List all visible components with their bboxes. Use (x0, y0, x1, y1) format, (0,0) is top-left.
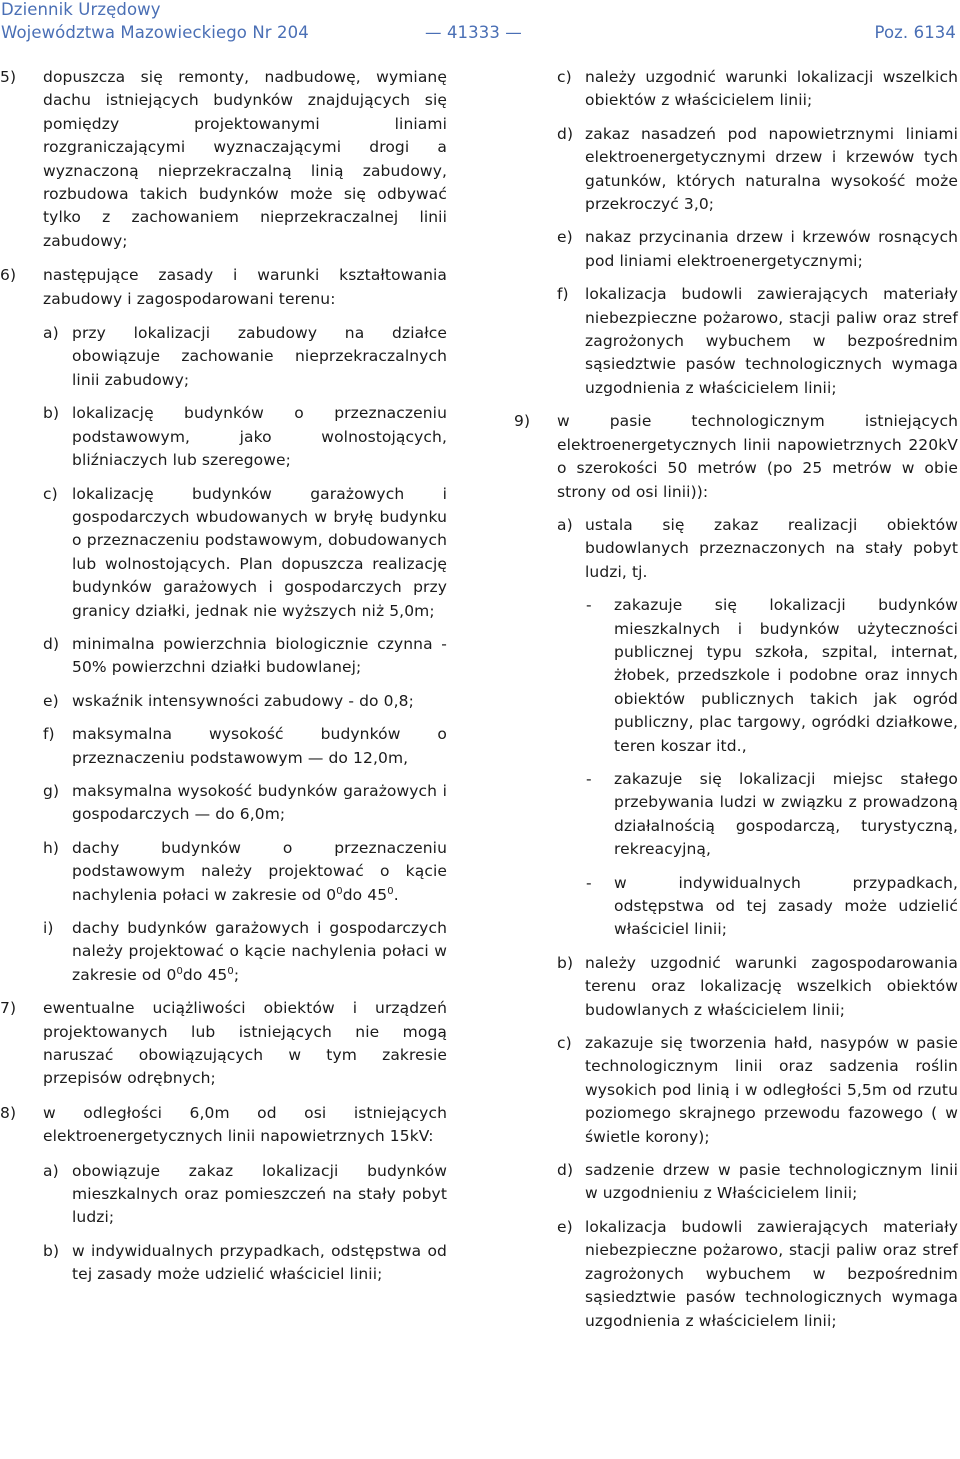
paragraph-9 (514, 410, 958, 504)
item-letter: h) (43, 838, 60, 857)
list-item (43, 780, 447, 827)
item-text: zakazuje się tworzenia hałd, nasypów w pasie technologicznym linii oraz sadzenia roślin wysokich pod linią i w odległości 5,5m od rzutu poziomego skrajnego przewodu fazowego ( w świetle korony); (585, 1034, 958, 1146)
item-letter: b) (43, 1241, 60, 1260)
item-text: lokalizacja budowli zawierających materiały niebezpieczne pożarowo, stacji paliw oraz stref zagrożonych wybuchem w bezpośrednim sąsiedztwie pasów technologicznych wymaga uzgodnienia z właścicielem linii; (585, 285, 958, 397)
item-text: ustala się zakaz realizacji obiektów budowlanych przeznaczonych na stały pobyt ludzi, tj. (585, 515, 958, 581)
item-text: lokalizację budynków o przeznaczeniu podstawowym, jako wolnostojących, bliźniaczych lub szeregowe; (72, 404, 447, 470)
item-number: 8) (0, 1103, 17, 1122)
item-letter: e) (557, 1217, 573, 1236)
item-letter: c) (557, 68, 572, 86)
item-text: dopuszcza się remonty, nadbudowę, wymianę dachu istniejących budynków znajdujących się pomiędzy projektowanymi liniami rozgraniczającymi wyznaczającymi drogi a wyznaczoną nieprzekraczalną linią zabudowy, rozbudowa takich budynków może się odbywać tylko z zachowaniem nieprzekraczalnej linii zabudowy; (43, 68, 447, 250)
page-number: — 41333 — (425, 23, 522, 42)
item-text: następujące zasady i warunki kształtowania zabudowy i zagospodarowani terenu: (43, 266, 447, 308)
item-text: w odległości 6,0m od osi istniejących elektroenergetycznych linii napowietrznych 15kV: (43, 1103, 447, 1146)
item-letter: d) (557, 1161, 574, 1180)
list-item (557, 514, 958, 584)
item-text: przy lokalizacji zabudowy na działce obowiązuje zachowanie nieprzekraczalnych linii zabudowy; (72, 324, 447, 389)
item-letter: d) (557, 124, 574, 143)
item-letter: b) (43, 404, 60, 423)
item-letter: e) (43, 691, 59, 710)
item-text (72, 837, 447, 907)
item-text: ewentualne uciążliwości obiektów i urządzeń projektowanych lub istniejących nie mogą naruszać obowiązujących w tym zakresie przepisów odrębnych; (43, 999, 447, 1088)
paragraph-8 (0, 1102, 447, 1149)
item-text: w indywidualnych przypadkach, odstępstwa od tej zasady może udzielić właściciel linii; (614, 873, 958, 939)
item-number: 9) (514, 412, 531, 431)
item-text: należy uzgodnić warunki zagospodarowania terenu oraz lokalizację wszelkich obiektów budowlanych z właścicielem linii; (585, 953, 958, 1019)
text-part: . (393, 885, 399, 904)
superscript: 0 (176, 965, 183, 977)
item-text: zakaz nasadzeń pod napowietrznymi liniami elektroenergetycznymi drzew i krzewów tych gatunków, których naturalna wysokość może przekroczyć 3,0; (585, 124, 958, 214)
item-letter: d) (43, 634, 60, 653)
list-item (43, 483, 447, 623)
dash-item (586, 872, 958, 942)
text-part: do 45 (182, 965, 228, 984)
item-letter: g) (43, 781, 60, 800)
item-letter: f) (557, 285, 569, 304)
text-part: do 45 (342, 885, 388, 904)
list-item (43, 837, 447, 907)
list-item (43, 1240, 447, 1287)
item-text: obowiązuje zakaz lokalizacji budynków mieszkalnych oraz pomieszczeń na stały pobyt ludzi; (72, 1161, 447, 1227)
list-item (557, 1159, 958, 1206)
item-text: zakazuje się lokalizacji budynków mieszkalnych i budynków użyteczności publicznej typu szkoła, szpital, internat, żłobek, przedszkole i podobne oraz innych obiektów publicznych takich jak ogród publiczny, plac targowy, ogródki działkowe, teren koszar itd., (614, 596, 958, 755)
list-item (43, 322, 447, 392)
item-number: 6) (0, 266, 17, 285)
list-item (557, 123, 958, 217)
text-part: dachy budynków garażowych i gospodarczych należy projektować o kącie nachylenia połaci w zakresie od 0 (72, 919, 447, 984)
dash-bullet: - (586, 769, 592, 788)
list-item (43, 402, 447, 472)
list-item (557, 1032, 958, 1149)
item-text: lokalizację budynków garażowych i gospodarczych wbudowanych w bryłę budynku o przeznaczeniu podstawowym, dobudowanych lub wolnostojących. Plan dopuszcza realizację budynków garażowych i gospodarczych przy granicy działki, jednak nie wyższych niż 5,0m; (72, 484, 447, 620)
item-letter: c) (557, 1034, 572, 1053)
page-header (0, 0, 960, 48)
item-letter: i) (43, 919, 54, 937)
item-letter: a) (43, 324, 59, 343)
item-letter: b) (557, 953, 574, 972)
item-letter: f) (43, 725, 55, 744)
item-text (72, 917, 447, 987)
item-text: lokalizacja budowli zawierających materiały niebezpieczne pożarowo, stacji paliw oraz stref zagrożonych wybuchem w bezpośrednim sąsiedztwie pasów technologicznych wymaga uzgodnienia z właścicielem linii; (585, 1217, 958, 1330)
journal-issue: Województwa Mazowieckiego Nr 204 (1, 23, 309, 42)
item-text: należy uzgodnić warunki lokalizacji wszelkich obiektów z właścicielem linii; (585, 68, 958, 110)
item-letter: e) (557, 228, 573, 247)
item-number: 5) (0, 68, 17, 86)
text-part: ; (233, 965, 240, 984)
list-item (557, 283, 958, 400)
list-item (43, 917, 447, 987)
dash-bullet: - (586, 873, 592, 892)
superscript: 0 (387, 885, 394, 897)
text-part: dachy budynków o przeznaczeniu podstawowym należy projektować o kącie nachylenia połaci w zakresie od 0 (72, 838, 447, 904)
list-item (557, 226, 958, 273)
item-text: w pasie technologicznym istniejących elektroenergetycznych linii napowietrznych 220kV o szerokości 50 metrów (po 25 metrów w obie strony od osi linii)): (557, 412, 958, 501)
list-item (43, 690, 447, 713)
item-letter: c) (43, 484, 58, 503)
superscript: 0 (227, 965, 234, 977)
list-item (557, 952, 958, 1022)
list-item (43, 1160, 447, 1230)
left-column (0, 66, 447, 1297)
paragraph-5 (0, 66, 447, 253)
dash-item (586, 768, 958, 862)
item-number: 7) (0, 999, 17, 1018)
paragraph-6 (0, 264, 447, 311)
position-number: Poz. 6134 (874, 23, 956, 42)
list-item (43, 633, 447, 680)
right-column (514, 66, 958, 1343)
item-letter: a) (557, 515, 573, 534)
item-text: w indywidualnych przypadkach, odstępstwa od tej zasady może udzielić właściciel linii; (72, 1241, 447, 1284)
list-item (43, 723, 447, 770)
item-text: nakaz przycinania drzew i krzewów rosnących pod liniami elektroenergetycznymi; (585, 228, 958, 270)
item-text: sadzenie drzew w pasie technologicznym linii w uzgodnieniu z Właścicielem linii; (585, 1161, 958, 1203)
list-item (557, 1216, 958, 1333)
item-letter: a) (43, 1161, 59, 1180)
dash-item (586, 594, 958, 758)
superscript: 0 (336, 885, 343, 897)
item-text: zakazuje się lokalizacji miejsc stałego przebywania ludzi w związku z prowadzoną działalnością gospodarczą, turystyczną, rekreacyjną, (614, 769, 958, 859)
item-text: minimalna powierzchnia biologicznie czynna - 50% powierzchni działki budowlanej; (72, 634, 447, 677)
item-text: maksymalna wysokość budynków garażowych i gospodarczych — do 6,0m; (72, 781, 447, 824)
item-text: maksymalna wysokość budynków o przeznaczeniu podstawowym — do 12,0m, (72, 725, 447, 767)
dash-bullet: - (586, 596, 592, 615)
list-item (557, 66, 958, 113)
item-text: wskaźnik intensywności zabudowy - do 0,8; (72, 691, 414, 710)
paragraph-7 (0, 997, 447, 1091)
journal-title: Dziennik Urzędowy (1, 0, 161, 19)
